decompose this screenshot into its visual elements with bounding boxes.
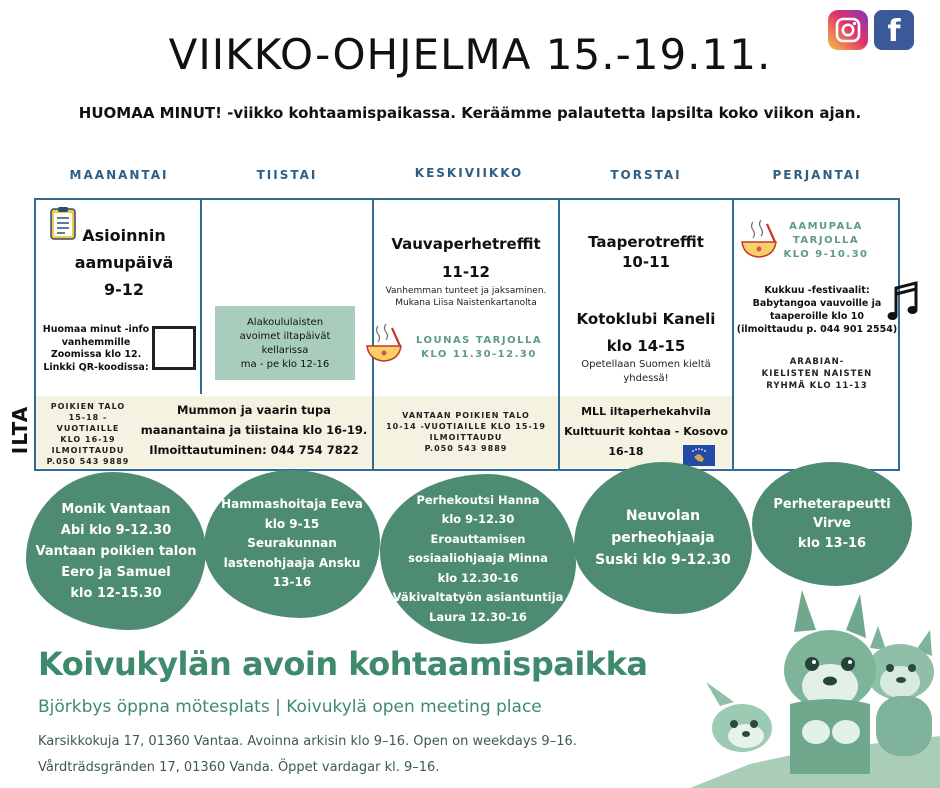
brand-subtitle: Björkbys öppna mötesplats | Koivukylä open meeting place: [38, 697, 542, 717]
friday-group-line: RYHMÄ KLO 11-13: [766, 381, 868, 391]
wednesday-evening-line: ILMOITTAUDU: [429, 433, 503, 442]
friday-group-line: ARABIAN-: [789, 357, 845, 367]
qr-code[interactable]: [152, 326, 196, 370]
address-finnish: Karsikkokuja 17, 01360 Vantaa. Avoinna arkisin klo 9–16. Open on weekdays 9–16.: [38, 734, 577, 749]
music-note-icon: [886, 280, 920, 324]
blob-line: Eroauttamisen: [430, 531, 526, 546]
blob-line: Monik Vantaan: [61, 501, 171, 517]
day-wednesday: KESKIVIIKKO: [414, 166, 524, 180]
grandparents-title: Mummon ja vaarin tupa: [177, 403, 331, 417]
blob-line: perheohjaaja: [611, 530, 715, 546]
thursday-club-time: klo 14-15: [606, 337, 686, 355]
address-swedish: Vårdträdsgränden 17, 01360 Vanda. Öppet vardagar kl. 9–16.: [38, 760, 440, 775]
grid-divider: [200, 198, 202, 394]
visitors-blob-friday: [752, 462, 912, 586]
grandparents-time: maanantaina ja tiistaina klo 16-19.: [140, 423, 368, 437]
squirrels-illustration: [690, 586, 940, 788]
blob-line: klo 9-15: [264, 516, 320, 531]
blob-line: lastenohjaaja Ansku: [223, 555, 361, 570]
blob-line: Seurakunnan: [247, 536, 337, 551]
wednesday-evening-line: 10-14 -VUOTIAILLE KLO 15-19: [386, 422, 546, 431]
page-subtitle: HUOMAA MINUT! -viikko kohtaamispaikassa. Keräämme palautetta lapsilta koko viikon ajan.: [78, 104, 862, 122]
friday-breakfast-time: KLO 9-10.30: [783, 249, 869, 260]
facebook-icon[interactable]: [874, 10, 914, 50]
blob-line: Vantaan poikien talon: [35, 543, 197, 559]
wednesday-title: Vauvaperhetreffit: [391, 235, 541, 253]
monday-info-line: vanhemmille: [61, 336, 131, 348]
monday-info-line: Linkki QR-koodissa:: [43, 361, 149, 373]
day-monday: MAANANTAI: [69, 168, 169, 182]
thursday-evening-time: 16-18: [608, 445, 644, 458]
monday-info-line: Huomaa minut -info: [42, 324, 150, 335]
visitors-blob-tuesday: [204, 470, 380, 618]
blob-line: klo 12-15.30: [70, 585, 162, 601]
blob-line: Perheterapeutti: [773, 496, 891, 512]
tuesday-afternoon-box: [215, 306, 355, 380]
monday-title-line: Asioinnin: [82, 226, 166, 245]
wednesday-desc: Mukana Liisa Naistenkartanolta: [395, 298, 537, 308]
wednesday-evening-line: VANTAAN POIKIEN TALO: [402, 411, 530, 420]
blob-line: 13-16: [272, 575, 312, 590]
soup-bowl-icon: [739, 218, 779, 260]
friday-festival-line: Kukkuu -festivaalit:: [764, 285, 870, 296]
friday-breakfast: AAMUPALA: [789, 221, 863, 232]
wednesday-evening-line: P.050 543 9889: [424, 444, 508, 453]
brand-name: Koivukylän avoin kohtaamispaikka: [38, 645, 648, 683]
evening-label: ILTA: [8, 405, 32, 455]
friday-festival-line: (ilmoittaudu p. 044 901 2554): [736, 324, 898, 335]
thursday-desc: Opetellaan Suomen kieltä: [581, 359, 711, 370]
monday-time: 9-12: [103, 280, 145, 299]
thursday-evening-title: MLL iltaperhekahvila: [581, 405, 711, 418]
wednesday-lunch-time: KLO 11.30-12.30: [421, 349, 537, 360]
soup-bowl-icon: [364, 322, 404, 364]
kosovo-flag-icon: [683, 445, 715, 466]
thursday-time: 10-11: [622, 253, 670, 271]
blob-line: klo 9-12.30: [441, 512, 515, 527]
blob-line: Suski klo 9-12.30: [595, 552, 731, 568]
monday-title-line: aamupäivä: [74, 253, 174, 272]
visitors-blob-wednesday: [380, 474, 576, 644]
blob-line: Virve: [813, 516, 851, 532]
friday-breakfast: TARJOLLA: [792, 235, 860, 246]
wednesday-lunch: LOUNAS TARJOLLA: [415, 335, 543, 346]
blob-line: Perhekoutsi Hanna: [416, 492, 540, 507]
monday-info-line: Zoomissa klo 12.: [50, 349, 142, 360]
friday-festival-line: Babytangoa vauvoille ja: [752, 298, 882, 309]
blob-line: Neuvolan: [625, 508, 701, 524]
monday-evening-line: 15-18 -: [68, 413, 108, 422]
tuesday-box-line: Alakoululaisten: [246, 317, 324, 328]
friday-festival-line: taaperoille klo 10: [770, 311, 864, 322]
wednesday-time: 11-12: [442, 263, 490, 281]
visitors-blob-monday: [26, 472, 206, 630]
thursday-club: Kotoklubi Kaneli: [576, 310, 716, 328]
monday-evening-line: POIKIEN TALO: [50, 402, 126, 411]
day-friday: PERJANTAI: [772, 168, 862, 182]
monday-evening-line: P.050 543 9889: [46, 457, 130, 466]
day-thursday: TORSTAI: [610, 168, 682, 182]
blob-line: Laura 12.30-16: [429, 609, 527, 624]
monday-evening-line: KLO 16-19: [60, 435, 116, 444]
thursday-title: Taaperotreffit: [588, 233, 704, 251]
monday-evening-line: VUOTIAILLE: [56, 424, 120, 433]
tuesday-box-line: avoimet iltapäivät: [239, 331, 331, 342]
facebook-letter: f: [887, 14, 901, 49]
page-title: VIIKKO-OHJELMA 15.-19.11.: [168, 30, 772, 79]
blob-line: Abi klo 9-12.30: [60, 522, 172, 538]
day-tuesday: TIISTAI: [256, 168, 318, 182]
wednesday-desc: Vanhemman tunteet ja jaksaminen.: [385, 286, 547, 296]
blob-line: Hammashoitaja Eeva: [221, 497, 363, 512]
tuesday-box-line: kellarissa: [261, 345, 309, 356]
blob-line: Eero ja Samuel: [61, 564, 171, 580]
blob-line: sosiaaliohjaaja Minna: [408, 551, 548, 566]
thursday-evening-theme: Kulttuurit kohtaa - Kosovo: [564, 425, 728, 438]
grandparents-phone: Ilmoittautuminen: 044 754 7822: [149, 443, 359, 457]
monday-evening-line: ILMOITTAUDU: [51, 446, 125, 455]
instagram-icon[interactable]: [828, 10, 868, 50]
blob-line: Väkivaltatyön asiantuntija: [392, 590, 564, 605]
blob-line: klo 13-16: [797, 535, 867, 551]
tuesday-box-line: ma - pe klo 12-16: [240, 359, 330, 370]
friday-group-line: KIELISTEN NAISTEN: [761, 369, 873, 379]
thursday-desc: yhdessä!: [623, 373, 669, 384]
blob-line: klo 12.30-16: [437, 570, 519, 585]
